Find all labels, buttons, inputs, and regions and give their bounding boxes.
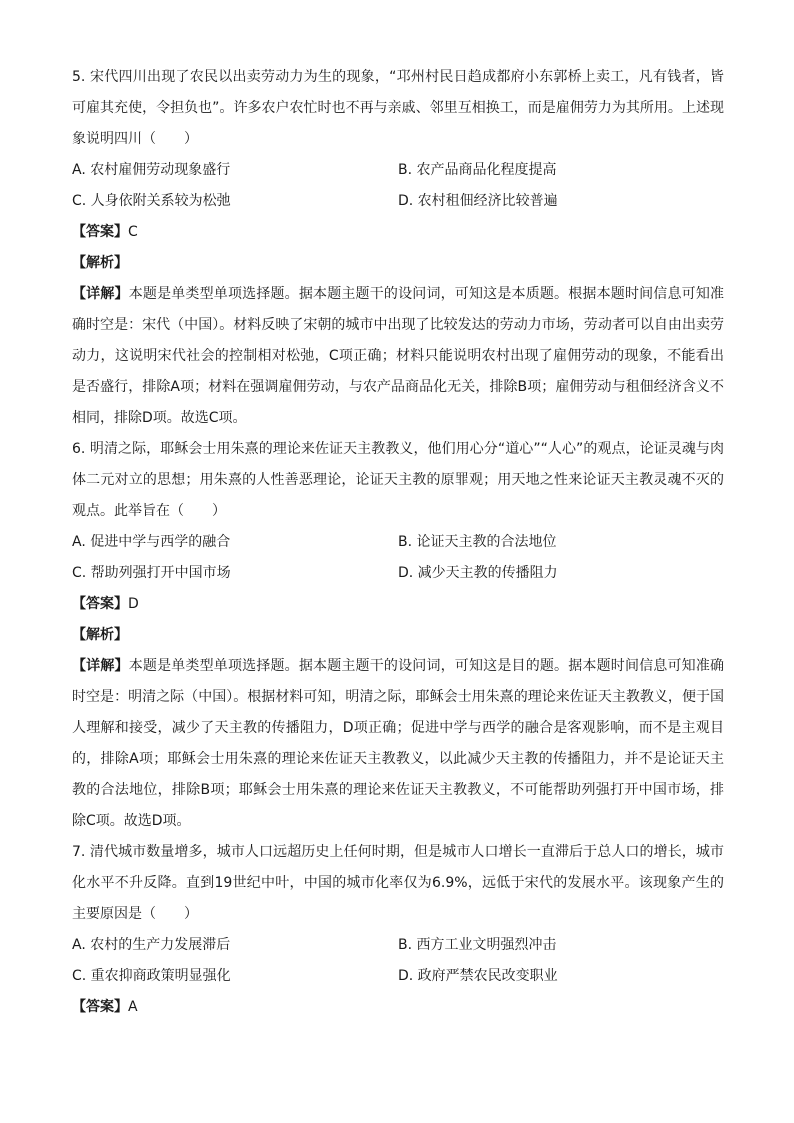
option-c: C. 帮助列强打开中国市场 (72, 565, 231, 581)
option-a: A. 农村的生产力发展滞后 (72, 937, 231, 953)
question-7 (72, 837, 724, 1023)
option-c: C. 重农抑商政策明显强化 (72, 968, 231, 984)
option-d: D. 政府严禁农民改变职业 (398, 968, 558, 984)
detail-label: 【详解】 (72, 658, 129, 674)
answer-label: 【答案】 (72, 999, 128, 1015)
detail-label: 【详解】 (72, 286, 129, 302)
option-d: D. 减少天主教的传播阻力 (398, 565, 558, 581)
answer-value: C (128, 224, 138, 240)
answer-line (72, 992, 724, 1023)
options-row (72, 930, 724, 961)
question-stem: 6. 明清之际，耶稣会士用朱熹的理论来佐证天主教教义，他们用心分“道心”“人心”的观点，论证灵魂与肉体二元对立的思想；用朱熹的人性善恶理论，论证天主教的原罪观；用天地之性来论证天主教灵魂不灭的观点。此举旨在（ ） (72, 441, 724, 519)
option-a: A. 促进中学与西学的融合 (72, 534, 231, 550)
option-c: C. 人身依附关系较为松弛 (72, 193, 231, 209)
question-6 (72, 434, 724, 837)
options-row (72, 155, 724, 186)
question-stem: 5. 宋代四川出现了农民以出卖劳动力为生的现象，“邛州村民日趋成都府小东郭桥上卖工，凡有钱者，皆可雇其充使，令担负也”。许多农户农忙时也不再与亲戚、邻里互相换工，而是雇佣劳力为其所用。上述现象说明四川（ ） (72, 69, 724, 147)
options-row (72, 527, 724, 558)
option-b: B. 西方工业文明强烈冲击 (398, 937, 557, 953)
option-b: B. 农产品商品化程度提高 (398, 162, 557, 178)
detail-paragraph (72, 279, 724, 434)
detail-paragraph (72, 651, 724, 837)
options-row (72, 186, 724, 217)
answer-value: D (128, 596, 139, 612)
detail-text: 本题是单类型单项选择题。据本题主题干的设问词，可知这是本质题。根据本题时间信息可知准确时空是：宋代（中国）。材料反映了宋朝的城市中出现了比较发达的劳动力市场，劳动者可以自由出卖劳动力，这说明宋代社会的控制相对松弛，C项正确；材料只能说明农村出现了雇佣劳动的现象，不能看出是否盛行，排除A项；材料在强调雇佣劳动，与农产品商品化无关，排除B项；雇佣劳动与租佃经济含义不相同，排除D项。故选C项。 (72, 286, 725, 426)
question-stem: 7. 清代城市数量增多，城市人口远超历史上任何时期，但是城市人口增长一直滞后于总人口的增长，城市化水平不升反降。直到19世纪中叶，中国的城市化率仅为6.9%，远低于宋代的发展水平。该现象产生的主要原因是（ ） (72, 844, 724, 922)
detail-text: 本题是单类型单项选择题。据本题主题干的设问词，可知这是目的题。据本题时间信息可知准确时空是：明清之际（中国）。根据材料可知，明清之际，耶稣会士用朱熹的理论来佐证天主教教义，便于国人理解和接受，减少了天主教的传播阻力，D项正确；促进中学与西学的融合是客观影响，而不是主观目的，排除A项；耶稣会士用朱熹的理论来佐证天主教教义，以此减少天主教的传播阻力，并不是论证天主教的合法地位，排除B项；耶稣会士用朱熹的理论来佐证天主教教义，不可能帮助列强打开中国市场，排除C项。故选D项。 (72, 658, 725, 829)
answer-line (72, 589, 724, 620)
analysis-label: 【解析】 (72, 627, 128, 643)
option-b: B. 论证天主教的合法地位 (398, 534, 557, 550)
question-5 (72, 62, 724, 434)
answer-line (72, 217, 724, 248)
document-page (72, 62, 724, 1023)
analysis-label: 【解析】 (72, 255, 128, 271)
option-a: A. 农村雇佣劳动现象盛行 (72, 162, 231, 178)
options-row (72, 961, 724, 992)
answer-label: 【答案】 (72, 224, 128, 240)
answer-value: A (128, 999, 138, 1015)
answer-label: 【答案】 (72, 596, 128, 612)
option-d: D. 农村租佃经济比较普遍 (398, 193, 558, 209)
options-row (72, 558, 724, 589)
